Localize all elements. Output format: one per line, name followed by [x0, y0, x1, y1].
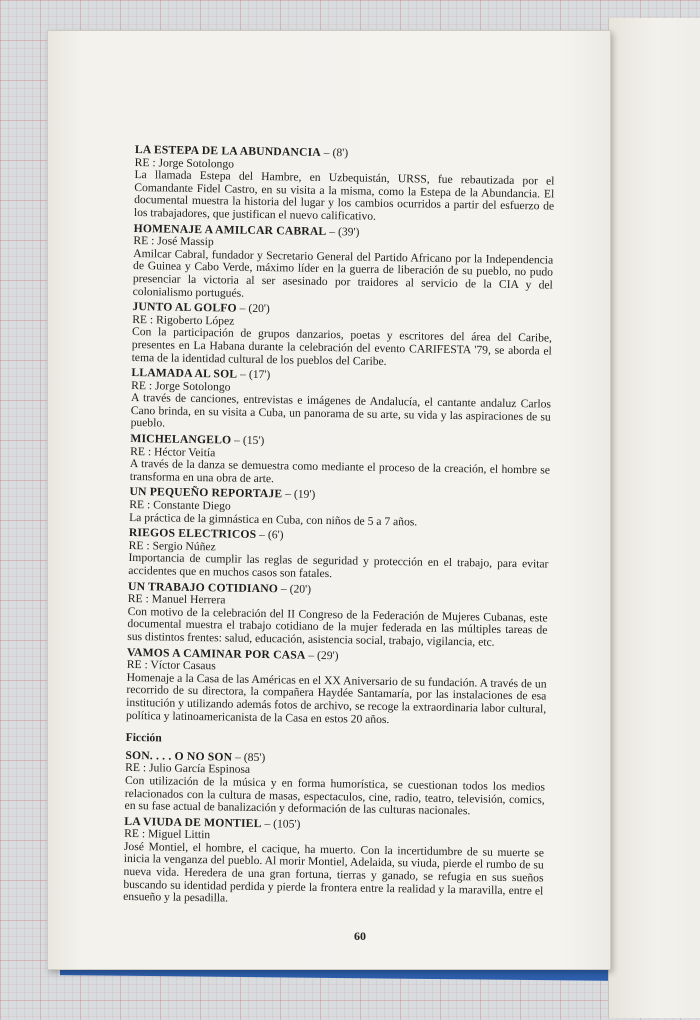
film-title: MICHELANGELO	[130, 432, 232, 447]
film-entry	[129, 486, 550, 530]
film-director: RE : Jorge Sotolongo	[131, 378, 231, 394]
film-duration: – (20')	[239, 301, 270, 316]
film-title: JUNTO AL GOLFO	[132, 300, 237, 315]
film-description: Con la participación de grupos danzarios, poetas y escritores del área del Caribe, presentes en La Habana durante la celebración del evento CARIFESTA '79, se aborda el tema de la identidad cultural de los pueblos del Caribe.	[131, 325, 553, 368]
film-title: RIEGOS ELECTRICOS	[128, 526, 257, 542]
film-entry	[126, 647, 547, 729]
film-entry	[127, 581, 548, 651]
film-duration: – (39')	[329, 224, 360, 239]
film-description: A través de la danza se demuestra como mediante el proceso de la creación, el hombre se transforma en una obra de arte.	[129, 457, 551, 486]
film-title: LA VIUDA DE MONTIEL	[124, 814, 262, 830]
film-entry	[124, 750, 545, 820]
film-duration: – (105')	[264, 816, 301, 831]
book-page	[47, 30, 611, 970]
documentary-list	[126, 144, 555, 729]
film-director: RE : Sergio Núñez	[128, 538, 216, 554]
film-description: Homenaje a la Casa de las Américas en el XX Aniversario de su fundación. A través de un recorrido de su directora, la compañera Haydée Santamaría, por las instalaciones de esa institución y utilizando además fotos de archivo, se recoge la extraordinaria labor cultural, política y latinoamericanista de la Casa en estos 20 años.	[125, 670, 547, 726]
film-entry	[128, 527, 549, 584]
film-director: RE : Jorge Sotolongo	[134, 155, 235, 171]
film-director: RE : Manuel Herrera	[127, 592, 226, 607]
film-description: Amilcar Cabral, fundador y Secretario General del Partido Africano por la Independencia de Guinea y Cabo Verde, máximo líder en la guerra de liberación de su pueblo, no pudo presenciar la victoria al ser asesinado por traidores al servicio de la CIA y del colonialismo portugués.	[132, 246, 554, 300]
film-description: Importancia de cumplir las reglas de seguridad y protección en el trabajo, para evitar accidentes que en muchos casos son fatales.	[128, 551, 549, 581]
fiction-list	[123, 750, 545, 911]
film-duration: – (19')	[285, 487, 316, 502]
film-director: RE : Constante Diego	[129, 497, 231, 513]
film-entry	[123, 816, 544, 911]
film-description: A través de canciones, entrevistas e imágenes de Andalucía, el cantante andaluz Carlos Cano brinda, en su visita a Cuba, un panorama de su arte, su vida y las aspiraciones de su pueblo.	[130, 391, 552, 430]
film-title: LA ESTEPA DE LA ABUNDANCIA	[134, 143, 322, 159]
film-duration: – (29')	[308, 648, 339, 662]
film-duration: – (17')	[240, 367, 271, 382]
film-title: UN TRABAJO COTIDIANO	[127, 579, 279, 595]
film-duration: – (6')	[259, 528, 284, 542]
film-duration: – (8')	[323, 145, 349, 160]
film-duration: – (85')	[235, 750, 266, 764]
film-description: La práctica de la gimnástica en Cuba, con niños de 5 a 7 años.	[129, 510, 418, 529]
film-director: RE : Rigoberto López	[132, 312, 235, 328]
film-director: RE : Héctor Veitía	[130, 444, 216, 459]
film-entry	[133, 223, 554, 305]
film-entry	[130, 433, 551, 490]
bleed-through-text	[548, 149, 648, 849]
film-entry	[131, 367, 552, 437]
film-description: José Montiel, el hombre, el cacique, ha muerto. Con la incertidumbre de su muerte se inicia la venganza del pueblo. Al morir Montiel, Adelaida, su viuda, pierde el rumbo de su nueva vida. Heredera de una gran fortuna, tierras y ganado, se refugia en sus sueños buscando su identidad perdida y pierde la frontera entre la realidad y la maravilla, entre el ensueño y la pesadilla.	[123, 839, 545, 905]
page-content	[123, 144, 555, 913]
film-director: RE : Julio García Espinosa	[125, 761, 251, 777]
film-title: VAMOS A CAMINAR POR CASA	[126, 645, 306, 662]
film-entry	[134, 144, 555, 226]
film-duration: – (15')	[234, 433, 265, 448]
film-title: SON. . . . O NO SON	[125, 748, 233, 764]
film-entry	[132, 301, 553, 371]
film-title: LLAMADA AL SOL	[131, 366, 238, 381]
film-director: RE : Víctor Casaus	[126, 658, 216, 673]
film-duration: – (20')	[280, 581, 312, 596]
film-title: UN PEQUEÑO REPORTAJE	[129, 485, 283, 501]
film-director: RE : José Massip	[133, 234, 214, 249]
film-description: La llamada Estepa del Hambre, en Uzbequistán, URSS, fue rebautizada por el Comandante Fidel Castro, en su visita a la misma, como la Estepa de la Abundancia. El documental muestra la historia del lugar y los cambios ocurridos a partir del esfuerzo de los trabajadores, que justifican el nuevo calificativo.	[133, 168, 555, 223]
page-number: 60	[354, 929, 366, 943]
film-director: RE : Miguel Littin	[124, 827, 211, 842]
film-title: HOMENAJE A AMILCAR CABRAL	[133, 221, 327, 238]
film-description: Con motivo de la celebración del II Congreso de la Federación de Mujeres Cubanas, este documental muestra el trabajo cotidiano de la mujer federada en las múltiples tareas de sus distintos frentes: salud, educación, asistencia social, trabajo, vigilancia, etc.	[127, 604, 548, 649]
section-heading-ficcion: Ficción	[125, 731, 162, 745]
film-description: Con utilización de la música y en forma humorística, se cuestionan todos los medios relacionados con la cultura de masas, espectaculos, cine, radio, teatro, televisión, comics, en su fase actual de banalización y deformación de las culturas nacionales.	[124, 773, 546, 818]
